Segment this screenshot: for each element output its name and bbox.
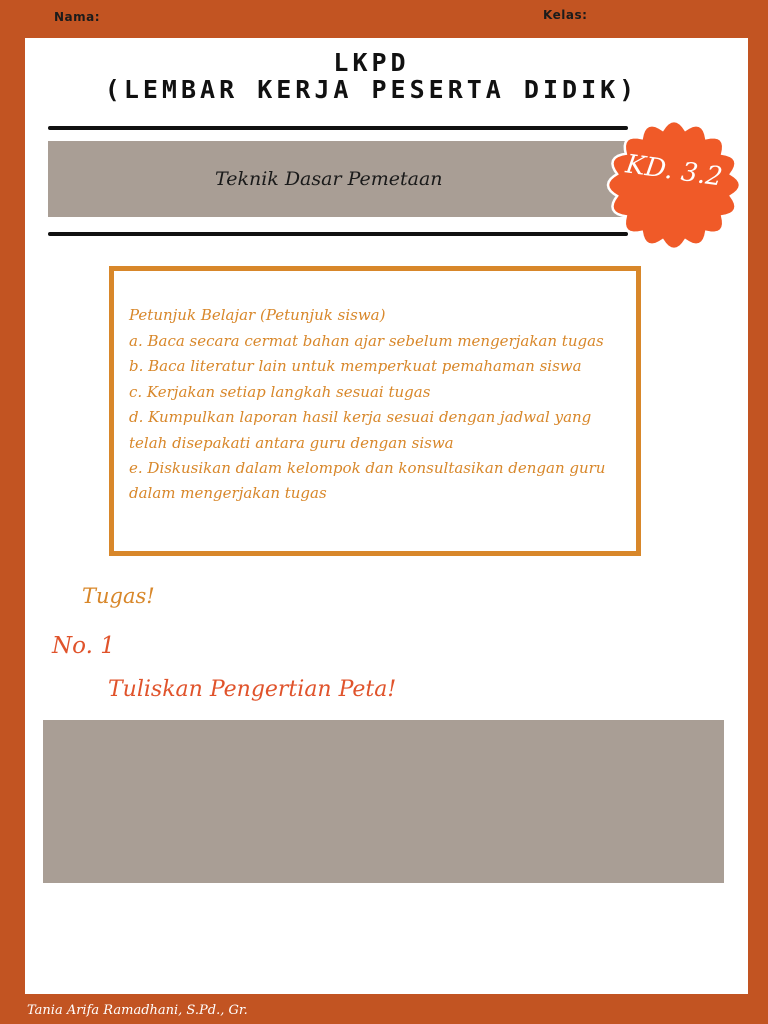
task-question: Tuliskan Pengertian Peta! — [108, 677, 397, 702]
instruction-line: a. Baca secara cermat bahan ajar sebelum mengerjakan tugas — [129, 332, 604, 350]
answer-area[interactable] — [43, 720, 724, 883]
instruction-line: c. Kerjakan setiap langkah sesuai tugas — [129, 383, 431, 401]
instruction-line: telah disepakati antara guru dengan siswa — [129, 434, 454, 452]
instruction-line: d. Kumpulkan laporan hasil kerja sesuai dengan jadwal yang — [129, 408, 592, 426]
kd-badge-text: KD. 3.2 — [623, 149, 725, 193]
worksheet-title: LKPD — [333, 48, 410, 77]
kd-badge — [598, 112, 750, 258]
name-label: Nama: — [54, 10, 101, 24]
task-number: No. 1 — [52, 633, 115, 659]
divider-top — [48, 126, 628, 130]
instruction-line: dalam mengerjakan tugas — [129, 484, 327, 502]
instruction-line: b. Baca literatur lain untuk memperkuat pemahaman siswa — [129, 357, 582, 375]
class-label: Kelas: — [543, 8, 588, 22]
instructions-heading: Petunjuk Belajar (Petunjuk siswa) — [129, 306, 386, 324]
instruction-line: e. Diskusikan dalam kelompok dan konsultasikan dengan guru — [129, 459, 606, 477]
topic-title: Teknik Dasar Pemetaan — [215, 168, 443, 190]
author-credit: Tania Arifa Ramadhani, S.Pd., Gr. — [27, 1003, 248, 1018]
task-heading: Tugas! — [82, 584, 155, 608]
divider-bottom — [48, 232, 628, 236]
worksheet-subtitle: (LEMBAR KERJA PESERTA DIDIK) — [104, 75, 639, 104]
